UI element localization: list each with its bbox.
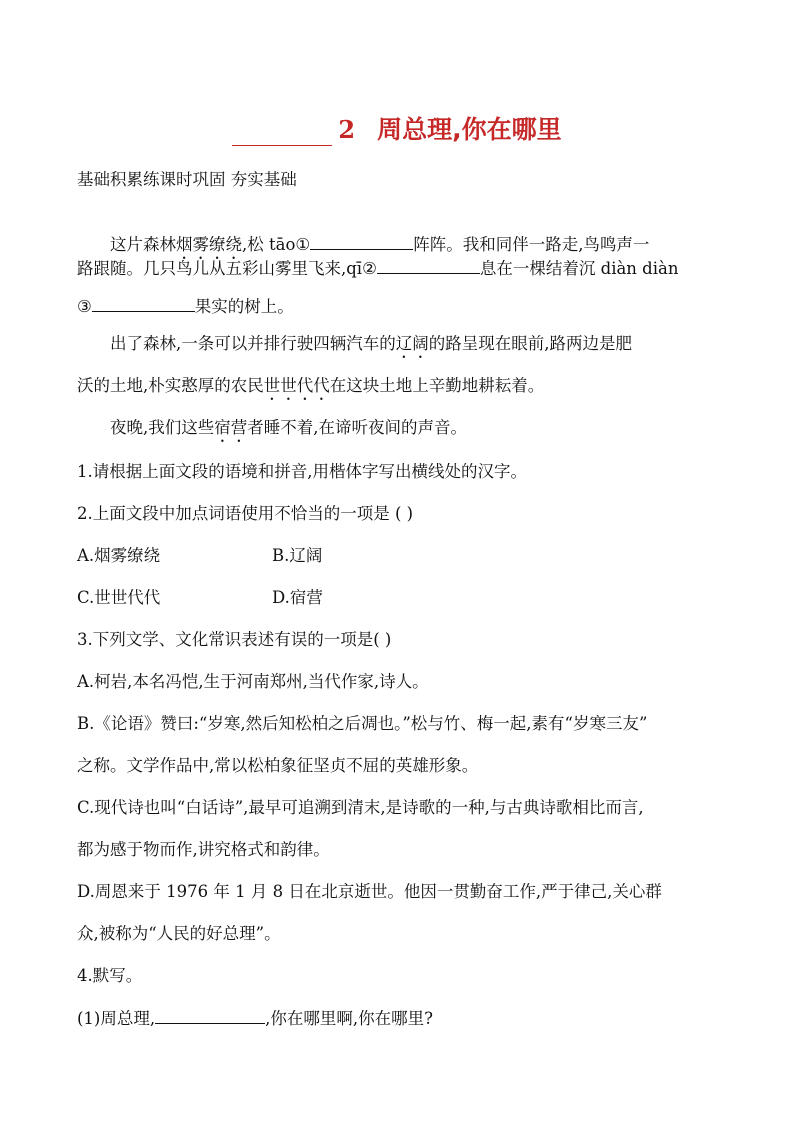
q2-option-d[interactable]: D.宿营 xyxy=(272,588,323,607)
passage-p2-line2: 沃的土地,朴实憨厚的农民世世代代在这块土地上辛勤地耕耘着。 xyxy=(77,376,545,395)
q4-item-1: (1)周总理, ,你在哪里啊,你在哪里? xyxy=(77,1009,433,1028)
passage-p3: 夜晚,我们这些宿营者睡不着,在谛听夜间的声音。 xyxy=(110,418,467,437)
q3-option-c-line2: 都为感于物而作,讲究格式和韵律。 xyxy=(77,840,330,859)
lesson-title: 周总理,你在哪里 xyxy=(377,115,562,144)
q2-option-c[interactable]: C.世世代代 xyxy=(77,588,161,607)
question-1: 1.请根据上面文段的语境和拼音,用楷体字写出横线处的汉字。 xyxy=(77,462,527,481)
q2-option-b[interactable]: B.辽阔 xyxy=(272,546,323,565)
question-4: 4.默写。 xyxy=(77,966,143,985)
blank-q4-1[interactable] xyxy=(155,1007,265,1024)
q3-option-d-line2: 众,被称为“人民的好总理”。 xyxy=(77,924,281,943)
page-title xyxy=(0,110,794,146)
dotted-word-shishidaidai: 世世代代 xyxy=(263,376,330,395)
passage-p1-line1: 这片森林烟雾缭绕,松 tāo① 阵阵。我和同伴一路走,鸟鸣声一 xyxy=(110,235,650,254)
dotted-word-suying: 宿营 xyxy=(214,418,248,437)
title-blank xyxy=(232,119,332,146)
question-3: 3.下列文学、文化常识表述有误的一项是( ) xyxy=(77,630,392,649)
q2-option-a[interactable]: A.烟雾缭绕 xyxy=(77,546,161,565)
q3-option-b-line2: 之称。文学作品中,常以松柏象征坚贞不屈的英雄形象。 xyxy=(77,756,479,775)
q3-option-b-line1[interactable]: B.《论语》赞曰:“岁寒,然后知松柏之后凋也。”松与竹、梅一起,素有“岁寒三友” xyxy=(77,714,648,733)
dotted-word-yanwuliaorao: 烟雾缭绕 xyxy=(176,235,242,254)
passage-p1-line2: 路跟随。几只鸟儿从五彩山雾里飞来,qī② 息在一棵结着沉 diàn diàn xyxy=(77,259,679,278)
dotted-word-liaokuo: 辽阔 xyxy=(395,334,429,353)
q3-option-a[interactable]: A.柯岩,本名冯恺,生于河南郑州,当代作家,诗人。 xyxy=(77,672,429,691)
question-2: 2.上面文段中加点词语使用不恰当的一项是 ( ) xyxy=(77,504,414,523)
section-heading: 基础积累练课时巩固 夯实基础 xyxy=(77,170,297,189)
passage-p2-line1: 出了森林,一条可以并排行驶四辆汽车的辽阔的路呈现在眼前,路两边是肥 xyxy=(110,334,632,353)
lesson-number: 2 xyxy=(338,115,356,144)
blank-2[interactable] xyxy=(377,257,480,274)
blank-1[interactable] xyxy=(310,233,413,250)
q3-option-d-line1[interactable]: D.周恩来于 1976 年 1 月 8 日在北京逝世。他因一贯勤奋工作,严于律己,关心群 xyxy=(77,882,662,901)
q3-option-c-line1[interactable]: C.现代诗也叫“白话诗”,最早可追溯到清末,是诗歌的一种,与古典诗歌相比而言, xyxy=(77,798,644,817)
blank-3[interactable] xyxy=(92,295,195,312)
passage-p1-line3: ③ 果实的树上。 xyxy=(77,297,294,316)
